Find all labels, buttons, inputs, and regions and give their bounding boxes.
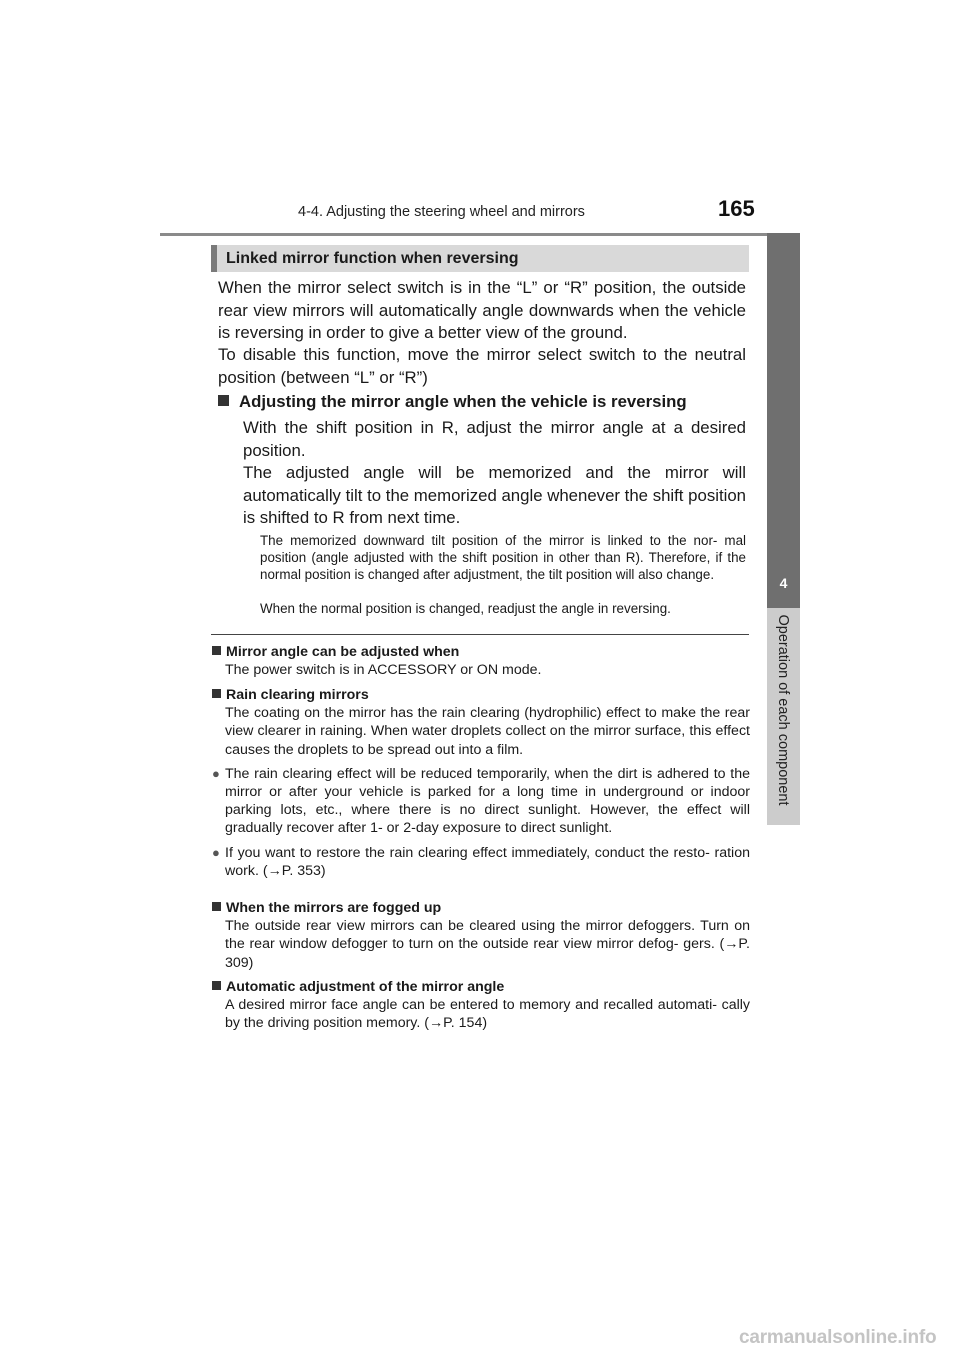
note-heading-text: Mirror angle can be adjusted when (226, 644, 460, 660)
circle-bullet-icon: ● (212, 844, 220, 860)
paragraph-linked-function: When the mirror select switch is in the “L” or “R” position, the outside rear view mirrors will automatically angle downwards when the vehicle is reversing in order to give a better view of the ground. (218, 278, 746, 342)
circle-bullet-icon: ● (212, 765, 220, 781)
list-item (212, 844, 750, 880)
square-bullet-icon (212, 646, 221, 655)
note-fogged-mirrors (212, 899, 750, 972)
paragraph-adjust-angle: With the shift position in R, adjust the mirror angle at a desired position. (243, 418, 746, 460)
section-title-box: Linked mirror function when reversing (211, 245, 749, 272)
chapter-title: Operation of each component (775, 614, 791, 806)
list-item-text: If you want to restore the rain clearing effect immediately, conduct the resto- ration work. (→P. 353) (225, 844, 750, 879)
note-automatic-adjustment (212, 978, 750, 1033)
square-bullet-icon (218, 395, 229, 406)
chapter-number: 4 (779, 575, 788, 591)
square-bullet-icon (212, 902, 221, 911)
note-body: The coating on the mirror has the rain clearing (hydrophilic) effect to make the rear view clearer in raining. When water droplets collect on the mirror surface, this effect causes the droplets to be spread out into a film. (225, 705, 750, 758)
subsection-title-text: Adjusting the mirror angle when the vehicle is reversing (239, 392, 687, 411)
note-heading (212, 686, 750, 704)
note-heading (212, 643, 750, 661)
note-body: The outside rear view mirrors can be cleared using the mirror defoggers. Turn on the rear window defogger to turn on the outside rear view mirror defog- gers. (→P. 309) (225, 918, 750, 971)
notes-divider (211, 634, 749, 635)
square-bullet-icon (212, 689, 221, 698)
note-rain-clearing (212, 686, 750, 880)
note-mirror-angle (212, 643, 750, 679)
note-heading (212, 978, 750, 996)
note-heading (212, 899, 750, 917)
square-bullet-icon (212, 981, 221, 990)
note-body: A desired mirror face angle can be entered to memory and recalled automati- cally by the driving position memory. (→P. 154) (225, 997, 750, 1032)
list-item-text: The rain clearing effect will be reduced temporarily, when the dirt is adhered to the mirror or after your vehicle is parked for a long time in underground or indoor parking lots, etc., where there is no direct sunlight. However, the effect will gradually recover after 1- or 2-day exposure to direct sunlight. (225, 765, 750, 837)
chapter-tab (767, 233, 800, 608)
watermark: carmanualsonline.info (739, 1327, 937, 1348)
paragraph-disable-function: To disable this function, move the mirror select switch to the neutral position (between “L” or “R”) (218, 345, 746, 387)
section-header: 4-4. Adjusting the steering wheel and mirrors (298, 204, 585, 220)
note-heading-text: Rain clearing mirrors (226, 687, 369, 703)
list-item (212, 765, 750, 838)
note-heading-text: When the mirrors are fogged up (226, 900, 442, 916)
note-readjust: When the normal position is changed, readjust the angle in reversing. (260, 601, 671, 616)
paragraph-memorized-angle: The adjusted angle will be memorized and the mirror will automatically tilt to the memorized angle whenever the shift position is shifted to R from next time. (243, 463, 746, 527)
note-body: The power switch is in ACCESSORY or ON mode. (225, 662, 542, 679)
subsection-title (218, 391, 687, 413)
note-heading-text: Automatic adjustment of the mirror angle (226, 979, 505, 995)
header-rule (160, 233, 800, 236)
page-number: 165 (718, 196, 755, 221)
note-linked-position: The memorized downward tilt position of the mirror is linked to the nor- mal position (angle adjusted with the shift position in other than R). Therefore, if the normal position is changed after adjustment, the tilt position will also change. (260, 533, 746, 582)
